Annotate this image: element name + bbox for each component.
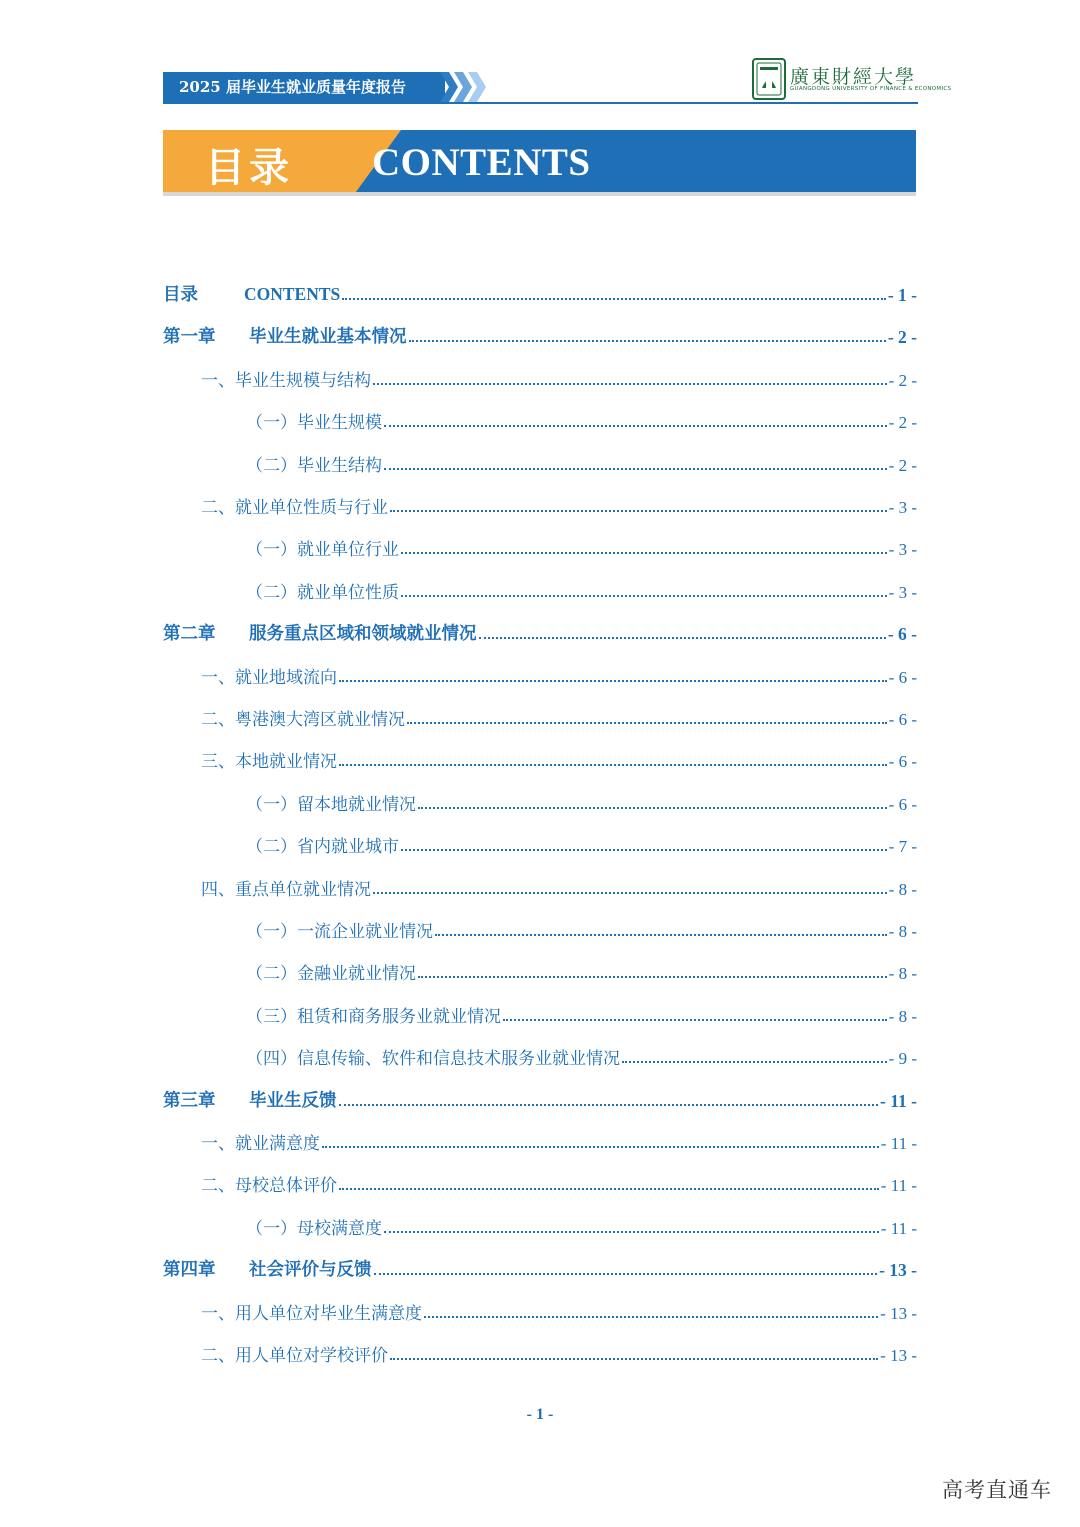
toc-entry-label — [201, 875, 371, 900]
toc-page-number: - 11 - — [880, 1090, 917, 1111]
toc-entry[interactable] — [201, 704, 917, 730]
toc-page-number: - 8 - — [888, 1006, 917, 1026]
toc-entry-label — [246, 451, 382, 476]
toc-leader-dots — [622, 1061, 887, 1063]
toc-entry-label — [246, 578, 399, 603]
toc-leader-dots — [401, 552, 887, 554]
toc-leader-dots — [384, 425, 887, 427]
toc-entry[interactable] — [163, 1255, 917, 1281]
toc-page-number: - 13 - — [880, 1303, 917, 1323]
toc-entry-title: 毕业生就业基本情况 — [249, 327, 407, 348]
toc-entry[interactable] — [201, 662, 917, 688]
toc-entry-label — [201, 366, 371, 391]
toc-entry-title: （一）毕业生规模 — [246, 413, 382, 434]
banner-title-en: CONTENTS — [372, 141, 591, 184]
toc-entry-title: 三、本地就业情况 — [201, 752, 337, 773]
toc-entry-title: 社会评价与反馈 — [249, 1260, 372, 1281]
toc-entry-label — [246, 535, 399, 560]
toc-entry-label — [246, 1002, 501, 1027]
toc-entry-label — [163, 323, 407, 348]
toc-leader-dots — [390, 510, 887, 512]
toc-chapter-number: 第二章 — [163, 624, 216, 645]
toc-entry[interactable] — [246, 831, 917, 857]
university-emblem-icon — [752, 58, 786, 100]
toc-chapter-number: 第三章 — [163, 1090, 216, 1111]
toc-entry-label — [246, 959, 416, 984]
toc-entry-label — [246, 790, 416, 815]
toc-entry-title: 二、粤港澳大湾区就业情况 — [201, 710, 405, 730]
toc-entry-title: （一）就业单位行业 — [246, 540, 399, 561]
toc-page-number: - 11 - — [880, 1176, 917, 1196]
toc-page-number: - 6 - — [888, 710, 917, 729]
toc-entry[interactable] — [201, 492, 917, 518]
toc-page-number: - 2 - — [888, 455, 917, 475]
toc-entry-label — [163, 281, 340, 306]
toc-entry[interactable] — [246, 789, 917, 815]
toc-leader-dots — [503, 1019, 887, 1021]
report-title-band — [163, 72, 445, 102]
toc-page-number: - 11 - — [880, 1218, 917, 1238]
toc-entry-label — [163, 620, 477, 645]
toc-entry-label — [201, 1171, 337, 1196]
toc-entry-title: 一、就业地域流向 — [201, 667, 337, 688]
toc-entry-label — [201, 1299, 422, 1324]
toc-entry-label — [201, 1129, 320, 1154]
toc-leader-dots — [390, 1358, 878, 1360]
toc-entry[interactable] — [201, 1298, 917, 1324]
toc-leader-dots — [401, 595, 887, 597]
toc-entry[interactable] — [201, 746, 917, 772]
toc-entry-title: 二、母校总体评价 — [201, 1176, 337, 1197]
report-title: 2025 届毕业生就业质量年度报告 — [179, 78, 406, 96]
toc-page-number: - 7 - — [888, 837, 917, 857]
toc-page-number: - 6 - — [888, 794, 917, 814]
toc-entry-title: （二）省内就业城市 — [246, 837, 399, 858]
toc-page-number: - 6 - — [887, 624, 917, 645]
banner-title-cn: 目录 — [205, 145, 293, 191]
toc-entry[interactable] — [163, 619, 917, 645]
toc-entry-title: 一、毕业生规模与结构 — [201, 370, 371, 391]
toc-entry-title: CONTENTS — [244, 284, 341, 304]
toc-entry-title: （一）留本地就业情况 — [246, 794, 416, 815]
university-logo — [752, 58, 952, 100]
logo-english-name: GUANGDONG UNIVERSITY OF FINANCE & ECONOMICS — [790, 86, 952, 92]
toc-entry-title: 毕业生反馈 — [249, 1090, 337, 1111]
toc-entry-title: （一）一流企业就业情况 — [246, 922, 433, 942]
toc-leader-dots — [435, 934, 887, 936]
toc-entry[interactable] — [201, 874, 917, 900]
toc-page-number: - 9 - — [888, 1049, 917, 1069]
toc-page-number: - 8 - — [888, 922, 917, 941]
toc-entry[interactable] — [246, 577, 917, 603]
toc-entry-label — [201, 1341, 388, 1366]
toc-leader-dots — [384, 1231, 879, 1233]
toc-leader-dots — [322, 1146, 879, 1148]
toc-entry-label — [201, 705, 405, 730]
toc-entry[interactable] — [246, 958, 917, 984]
toc-page-number: - 8 - — [888, 879, 917, 899]
toc-entry[interactable] — [163, 322, 917, 348]
toc-entry-title: 一、就业满意度 — [201, 1134, 320, 1154]
toc-entry-title: 二、用人单位对学校评价 — [201, 1346, 388, 1366]
toc-leader-dots — [342, 298, 886, 300]
toc-entry-label — [201, 747, 337, 772]
toc-leader-dots — [373, 892, 887, 894]
toc-entry-label — [163, 1087, 337, 1112]
toc-entry[interactable] — [163, 280, 917, 306]
toc-entry-label — [246, 1044, 620, 1069]
toc-page-number: - 8 - — [888, 964, 917, 984]
toc-entry[interactable] — [201, 365, 917, 391]
toc-chapter-number: 第一章 — [163, 327, 216, 348]
toc-entry-label — [201, 493, 388, 518]
toc-entry-title: 二、就业单位性质与行业 — [201, 498, 388, 518]
toc-entry[interactable] — [246, 1001, 917, 1027]
toc-page-number: - 6 - — [888, 752, 917, 772]
toc-entry[interactable] — [201, 1340, 917, 1366]
toc-entry[interactable] — [246, 407, 917, 433]
toc-leader-dots — [339, 1188, 879, 1190]
toc-leader-dots — [373, 383, 887, 385]
toc-entry[interactable] — [246, 916, 917, 942]
toc-page-number: - 1 - — [887, 285, 917, 305]
toc-entry-label — [201, 663, 337, 688]
toc-entry-label — [246, 917, 433, 942]
toc-entry-title: （二）就业单位性质 — [246, 582, 399, 603]
toc-entry-label — [246, 1214, 382, 1239]
toc-leader-dots — [409, 340, 886, 342]
toc-entry-title: （四）信息传输、软件和信息技术服务业就业情况 — [246, 1049, 620, 1070]
chevron-arrows-icon — [440, 72, 490, 102]
toc-entry-title: （二）毕业生结构 — [246, 455, 382, 476]
toc-leader-dots — [374, 1273, 878, 1275]
toc-page-number: - 11 - — [880, 1134, 917, 1153]
toc-leader-dots — [339, 764, 887, 766]
toc-leader-dots — [407, 722, 887, 724]
toc-page-number: - 2 - — [887, 327, 917, 348]
page-number: - 1 - — [526, 1406, 554, 1423]
toc-leader-dots — [424, 1316, 878, 1318]
watermark-text: 高考直通车 — [942, 1478, 1052, 1502]
toc-entry-label — [163, 1256, 372, 1281]
toc-entry[interactable] — [201, 1170, 917, 1196]
toc-chapter-number: 第四章 — [163, 1260, 216, 1281]
toc-page-number: - 13 - — [879, 1260, 917, 1281]
header-rule — [163, 102, 918, 104]
toc-entry-title: 四、重点单位就业情况 — [201, 879, 371, 900]
toc-page-number: - 2 - — [888, 370, 917, 390]
toc-page-number: - 2 - — [888, 413, 917, 433]
toc-leader-dots — [339, 1104, 879, 1106]
toc-page-number: - 3 - — [888, 582, 917, 602]
toc-entry-label — [246, 832, 399, 857]
toc-page-number: - 3 - — [888, 540, 917, 560]
toc-entry-label — [246, 408, 382, 433]
toc-leader-dots — [479, 637, 886, 639]
toc-leader-dots — [418, 807, 887, 809]
toc-entry[interactable] — [246, 1043, 917, 1069]
toc-leader-dots — [401, 849, 887, 851]
toc-entry[interactable] — [246, 534, 917, 560]
toc-leader-dots — [418, 976, 887, 978]
toc-leader-dots — [339, 680, 887, 682]
toc-chapter-number: 目录 — [163, 285, 198, 305]
toc-entry[interactable] — [246, 1213, 917, 1239]
logo-chinese-name: 廣東財經大學 — [790, 66, 917, 88]
toc-entry-title: 一、用人单位对毕业生满意度 — [201, 1303, 422, 1324]
toc-entry-title: （三）租赁和商务服务业就业情况 — [246, 1006, 501, 1027]
toc-page-number: - 6 - — [888, 667, 917, 687]
toc-page-number: - 13 - — [880, 1346, 917, 1365]
toc-entry[interactable] — [163, 1086, 917, 1112]
toc-entry-title: 服务重点区域和领域就业情况 — [249, 624, 477, 645]
toc-page-number: - 3 - — [888, 498, 917, 517]
toc-entry[interactable] — [201, 1128, 917, 1154]
toc-entry[interactable] — [246, 450, 917, 476]
toc-entry-title: （二）金融业就业情况 — [246, 964, 416, 985]
toc-leader-dots — [384, 468, 887, 470]
toc-entry-title: （一）母校满意度 — [246, 1218, 382, 1239]
